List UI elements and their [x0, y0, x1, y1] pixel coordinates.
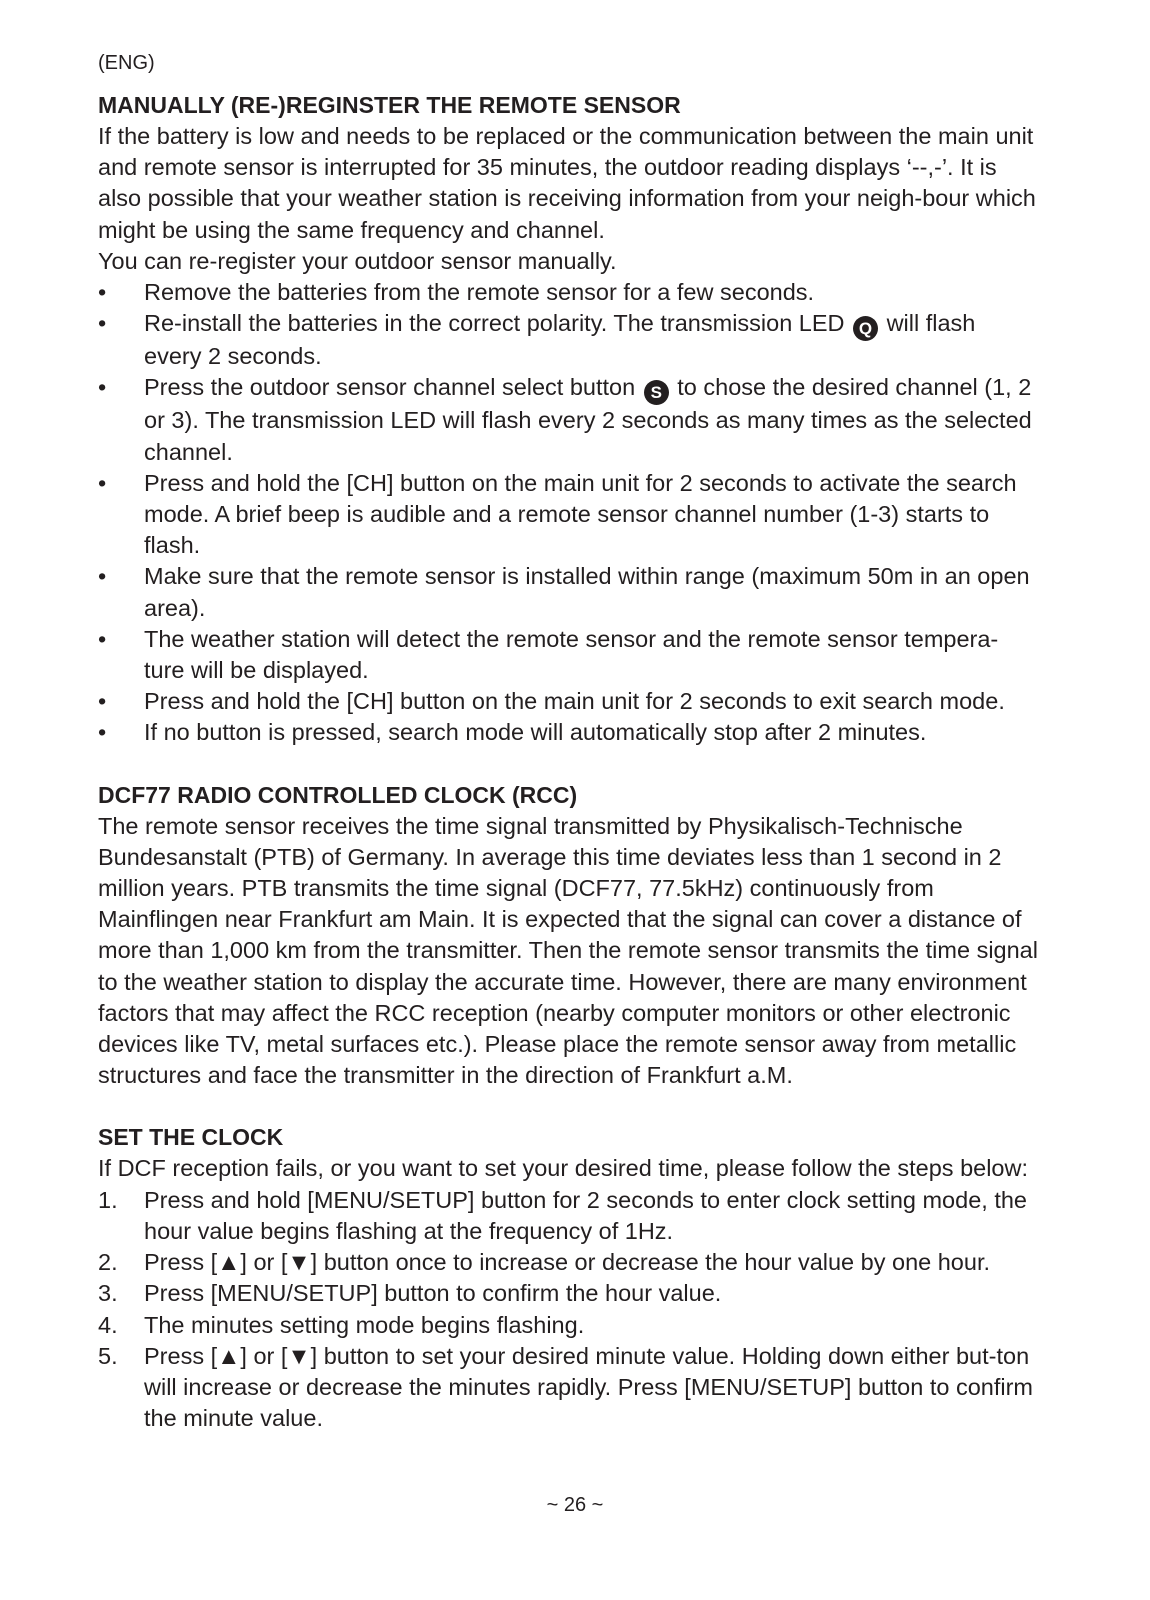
step-item [98, 1278, 1038, 1309]
bullet-text: Press the outdoor sensor channel select button [144, 374, 642, 401]
set-clock-intro: If DCF reception fails, or you want to set your desired time, please follow the steps below: [98, 1155, 1028, 1182]
step-item [98, 1310, 1038, 1341]
bullet-text: If no button is pressed, search mode will automatically stop after 2 minutes. [144, 719, 927, 746]
bullet-text: Make sure that the remote sensor is installed within range (maximum 50m in an open area). [144, 563, 1030, 621]
section-title-rcc: DCF77 RADIO CONTROLLED CLOCK (RCC) [98, 781, 578, 808]
step-item [98, 1341, 1038, 1435]
bullet-marker: • [98, 719, 107, 746]
section-title-reregister: MANUALLY (RE-)REGINSTER THE REMOTE SENSOR [98, 92, 681, 118]
bullet-item [98, 717, 1038, 748]
bullet-marker: • [98, 469, 107, 496]
section-title-set-clock: SET THE CLOCK [98, 1124, 284, 1151]
bullet-item [98, 308, 1038, 372]
bullet-text: Press and hold the [CH] button on the main unit for 2 seconds to activate the search mode. A brief beep is audible and a remote sensor channel number (1-3) starts to flash. [144, 469, 1017, 559]
bullet-text: Press and hold the [CH] button on the main unit for 2 seconds to exit search mode. [144, 688, 1005, 715]
step-number: 1. [98, 1186, 118, 1213]
reregister-bullet-list [98, 277, 1038, 749]
bullet-item [98, 686, 1038, 717]
callout-q-icon: Q [853, 316, 878, 341]
bullet-text: Remove the batteries from the remote sensor for a few seconds. [144, 279, 815, 306]
reregister-intro-2: You can re-register your outdoor sensor manually. [98, 247, 617, 274]
step-text: Press [▲] or [▼] button once to increase or decrease the hour value by one hour. [144, 1249, 990, 1276]
bullet-item [98, 277, 1038, 308]
bullet-text: The weather station will detect the remote sensor and the remote sensor tempera-ture will be displayed. [144, 625, 999, 684]
bullet-marker: • [98, 688, 107, 715]
set-clock-steps [98, 1185, 1038, 1435]
step-number: 4. [98, 1311, 118, 1338]
rcc-body: The remote sensor receives the time signal transmitted by Physikalisch-Technische Bundesanstalt (PTB) of Germany. In average this time deviates less than 1 second in 2 million years. PTB transmits the time signal (DCF77, 77.5kHz) continuously from Mainflingen near Frankfurt am Main. It is expected that the signal can cover a distance of more than 1,000 km from the transmitter. Then the remote sensor transmits the time signal to the weather station to display the accurate time. However, there are many environment factors that may affect the RCC reception (nearby computer monitors or other electronic devices like TV, metal surfaces etc.). Please place the remote sensor away from metallic structures and face the transmitter in the direction of Frankfurt a.M. [98, 812, 1038, 1089]
language-label: (ENG) [98, 52, 155, 74]
step-number: 5. [98, 1342, 118, 1369]
page-number: ~ 26 ~ [546, 1494, 604, 1516]
bullet-marker: • [98, 279, 107, 306]
bullet-marker: • [98, 310, 107, 337]
step-item [98, 1247, 1038, 1278]
bullet-text: will flash every 2 seconds. [144, 310, 976, 370]
callout-s-icon: S [644, 380, 669, 405]
step-item [98, 1185, 1038, 1247]
bullet-item [98, 372, 1038, 467]
section-spacer [98, 749, 1038, 780]
step-text: Press [▲] or [▼] button to set your desired minute value. Holding down either but-ton will increase or decrease the minutes rapidly. Press [MENU/SETUP] button to confirm the minute value. [144, 1342, 1033, 1432]
bullet-item [98, 561, 1038, 623]
bullet-text: Re-install the batteries in the correct polarity. The transmission LED [144, 310, 852, 337]
section-spacer [98, 1091, 1038, 1122]
manual-page [98, 50, 1038, 1434]
step-text: Press and hold [MENU/SETUP] button for 2 seconds to enter clock setting mode, the hour value begins flashing at the frequency of 1Hz. [144, 1186, 1027, 1244]
bullet-text: to chose the desired channel (1, 2 or 3). The transmission LED will flash every 2 seconds as many times as the selected channel. [144, 374, 1032, 465]
bullet-item [98, 468, 1038, 562]
step-number: 2. [98, 1249, 118, 1276]
step-text: Press [MENU/SETUP] button to confirm the hour value. [144, 1280, 722, 1307]
step-text: The minutes setting mode begins flashing. [144, 1311, 585, 1338]
bullet-marker: • [98, 625, 107, 652]
bullet-item [98, 624, 1038, 686]
step-number: 3. [98, 1280, 118, 1307]
bullet-marker: • [98, 374, 107, 401]
reregister-intro: If the battery is low and needs to be replaced or the communication between the main unit and remote sensor is interrupted for 35 minutes, the outdoor reading displays ‘--,-’. It is also possible that your weather station is receiving information from your neigh-bour which might be using the same frequency and channel. [98, 123, 1036, 243]
bullet-marker: • [98, 563, 107, 590]
